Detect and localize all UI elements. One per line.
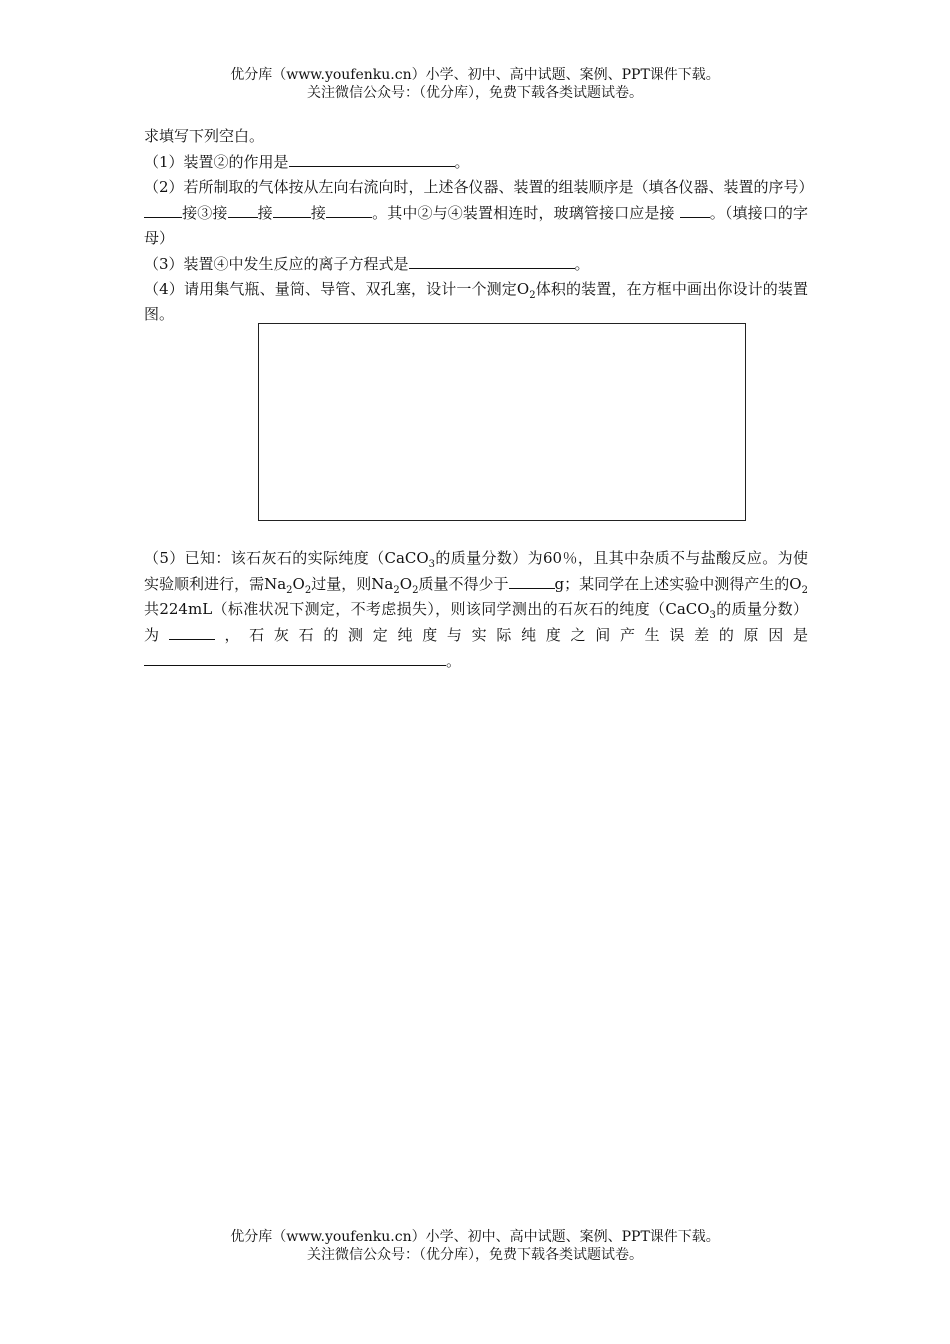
question-1-end: 。 xyxy=(454,153,470,171)
q5-unit-g: g；某同学在上述实验中测得产生的 xyxy=(554,575,790,593)
formula-caco3: CaCO$_3$ xyxy=(665,600,716,621)
answer-blank-5c[interactable] xyxy=(144,648,446,666)
header-line-2: 关注微信公众号：（优分库），免费下载各类试题试卷。 xyxy=(307,85,643,101)
question-5-block xyxy=(144,546,808,674)
q5-text-1: （5）已知：该石灰石的实际纯度（ xyxy=(144,549,385,567)
page-header xyxy=(0,66,950,102)
question-4-text-b: 体积的装置，在方框中画出你设计的装置图。 xyxy=(144,280,808,323)
answer-blank-2c[interactable] xyxy=(273,200,311,218)
question-2 xyxy=(144,175,814,251)
header-line-1: 优分库（www.youfenku.cn）小学、初中、高中试题、案例、PPT课件下载。 xyxy=(230,67,720,83)
question-1-text: （1）装置②的作用是 xyxy=(144,153,289,171)
q5-text-3: 过量，则 xyxy=(311,575,372,593)
answer-blank-3[interactable] xyxy=(409,251,575,269)
question-2-join-1: 接③接 xyxy=(182,204,228,222)
formula-caco3: CaCO$_3$ xyxy=(384,549,436,570)
question-2-join-2: 接 xyxy=(257,204,273,222)
footer-line-2: 关注微信公众号：（优分库），免费下载各类试题试卷。 xyxy=(307,1247,643,1263)
intro-text: 求填写下列空白。 xyxy=(144,127,265,145)
question-2-text-a: （2）若所制取的气体按从左向右流向时，上述各仪器、装置的组装顺序是（填各仪器、装置的序号） xyxy=(144,178,814,196)
answer-blank-2d[interactable] xyxy=(326,200,372,218)
answer-blank-5a[interactable] xyxy=(509,571,555,589)
formula-na2o2: $Na_2O_2$ xyxy=(264,575,312,596)
q5-end: 。 xyxy=(446,652,462,670)
question-2-text-c: 。（填接口的字母） xyxy=(144,204,808,247)
q5-text-6: 的质量分数）为 xyxy=(144,600,808,644)
question-4-text-a: （4）请用集气瓶、量筒、导管、双孔塞，设计一个测定 xyxy=(144,280,517,298)
q5-text-4: 质量不得少于 xyxy=(418,575,509,593)
answer-blank-5b[interactable] xyxy=(169,622,215,640)
footer-line-1: 优分库（www.youfenku.cn）小学、初中、高中试题、案例、PPT课件下载。 xyxy=(230,1229,720,1245)
answer-blank-2a[interactable] xyxy=(144,200,182,218)
q5-text-2: 的质量分数）为60％，且其中杂质不与盐酸反应。为使实验顺利进行，需 xyxy=(144,549,809,593)
q5-text-7: ，石灰石的测定纯度与实际纯度之间产生误差的原因是 xyxy=(214,626,808,644)
question-3 xyxy=(144,251,808,277)
question-4 xyxy=(144,277,808,327)
question-2-join-3: 接 xyxy=(310,204,327,222)
question-body xyxy=(144,124,814,327)
drawing-box[interactable] xyxy=(258,323,746,521)
question-2-text-b: 。其中②与④装置相连时，玻璃管接口应是接 xyxy=(372,204,675,222)
formula-o2: $O_2$ xyxy=(789,575,808,596)
page-footer xyxy=(0,1228,950,1264)
formula-na2o2: $Na_2O_2$ xyxy=(371,575,419,596)
question-5 xyxy=(144,546,808,674)
answer-blank-2b[interactable] xyxy=(228,200,258,218)
q5-text-5: 共224mL（标准状况下测定，不考虑损失），则该同学测出的石灰石的纯度（ xyxy=(144,600,666,618)
question-1 xyxy=(144,149,808,175)
question-3-text: （3）装置④中发生反应的离子方程式是 xyxy=(144,255,409,273)
answer-blank-1[interactable] xyxy=(289,149,455,167)
question-3-end: 。 xyxy=(574,255,590,273)
answer-blank-2e[interactable] xyxy=(680,200,710,218)
formula-o2: $O_2$ xyxy=(516,280,536,301)
